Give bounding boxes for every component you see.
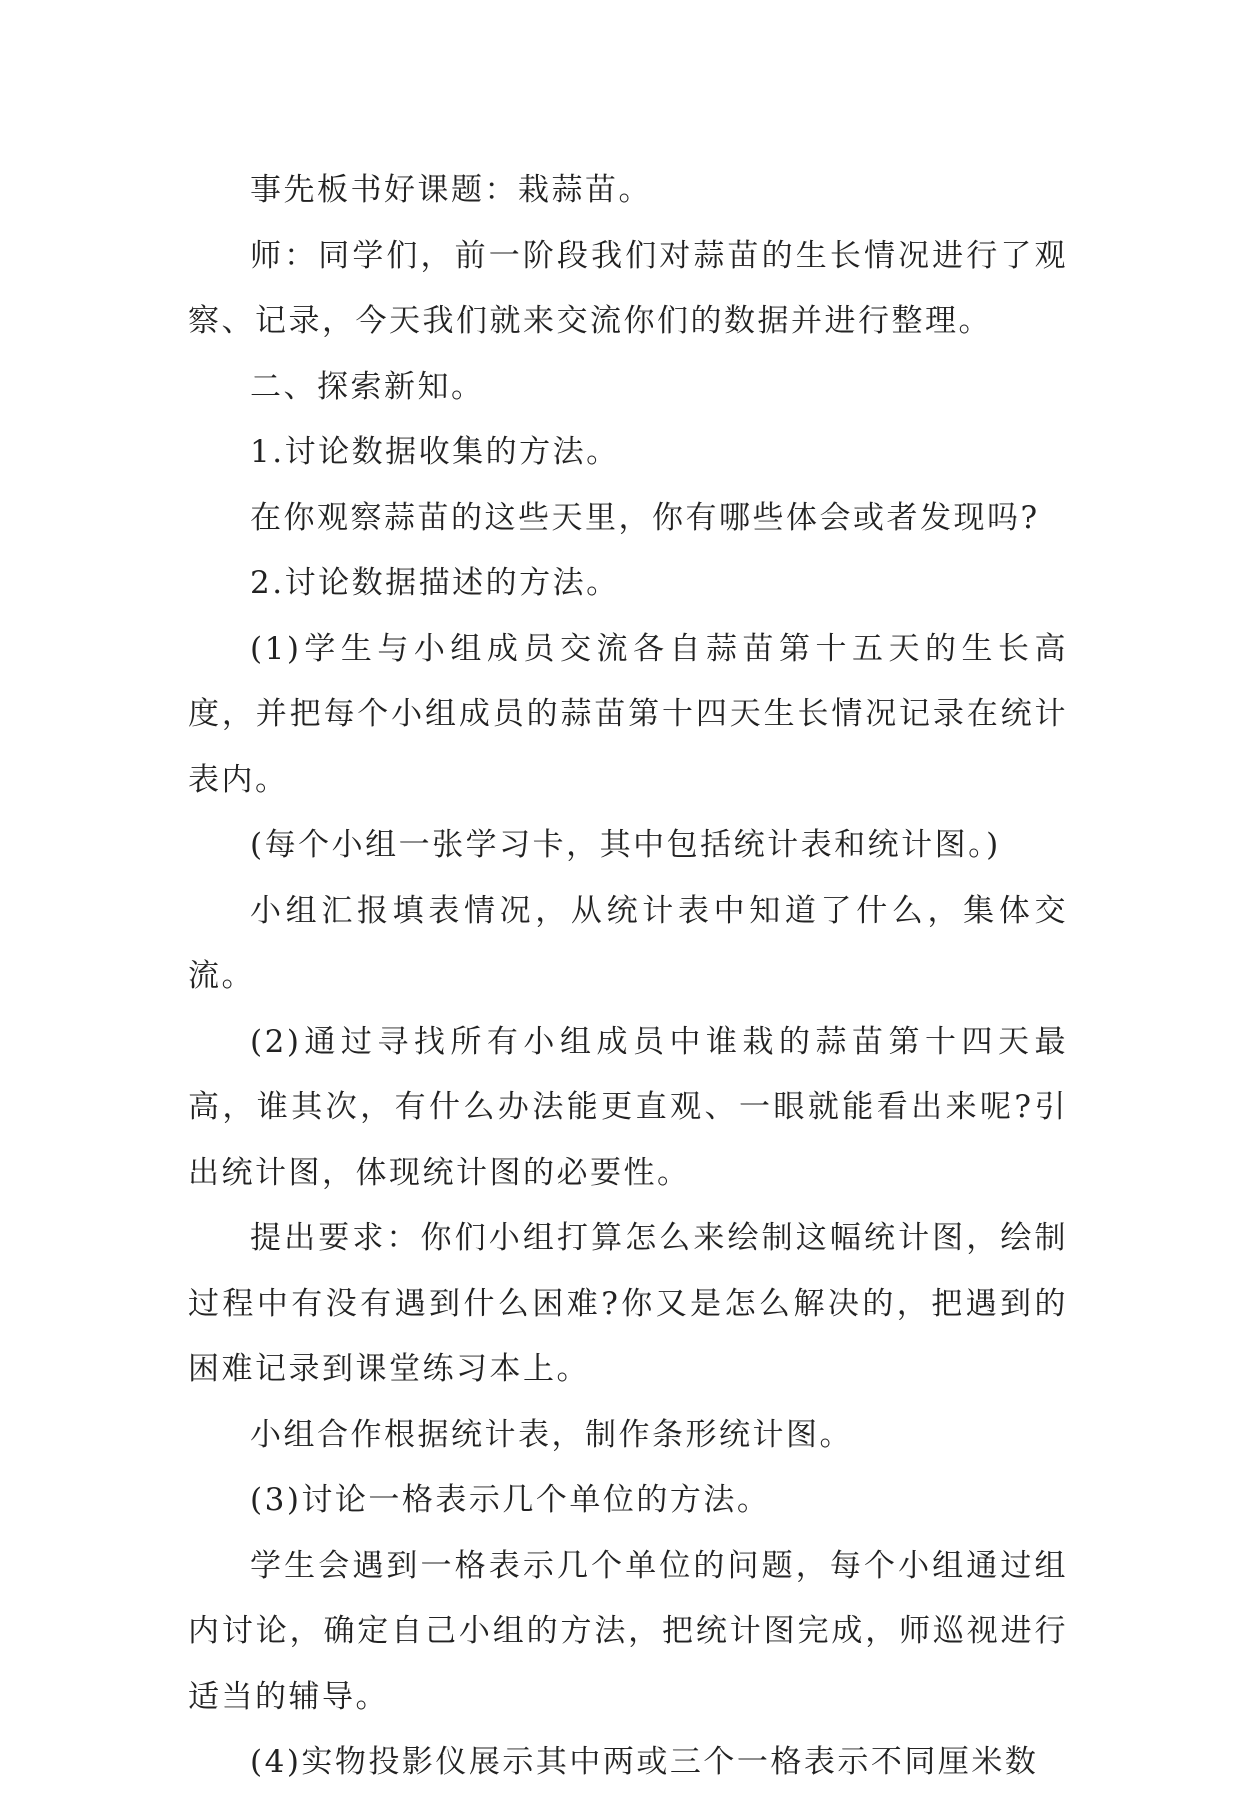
paragraph-item-2: (2)通过寻找所有小组成员中谁栽的蒜苗第十四天最高，谁其次，有什么办法能更直观、一眼就能看出来呢?引出统计图，体现统计图的必要性。 — [188, 1023, 1068, 1191]
section-heading-explore: 二、探索新知。 — [250, 368, 485, 405]
paragraph-lesson-topic: 事先板书好课题：栽蒜苗。 — [250, 172, 652, 208]
paragraph-teacher-intro: 师：同学们，前一阶段我们对蒜苗的生长情况进行了观察、记录，今天我们就来交流你们的数据并进行整理。 — [188, 237, 1068, 339]
paragraph-observation-question: 在你观察蒜苗的这些天里，你有哪些体会或者发现吗? — [250, 499, 1040, 536]
paragraph-item-3: (3)讨论一格表示几个单位的方法。 — [250, 1482, 771, 1518]
paragraph-learning-card-note: (每个小组一张学习卡，其中包括统计表和统计图。) — [250, 827, 1001, 863]
paragraph-requirements: 提出要求：你们小组打算怎么来绘制这幅统计图，绘制过程中有没有遇到什么困难?你又是怎么解决的，把遇到的困难记录到课堂练习本上。 — [188, 1220, 1068, 1387]
step-heading-data-collection: 1.讨论数据收集的方法。 — [250, 434, 620, 470]
paragraph-group-report: 小组汇报填表情况，从统计表中知道了什么，集体交流。 — [188, 892, 1068, 994]
document-body — [188, 158, 1068, 1796]
step-heading-data-description: 2.讨论数据描述的方法。 — [250, 565, 620, 601]
paragraph-group-cooperation: 小组合作根据统计表，制作条形统计图。 — [250, 1416, 853, 1453]
paragraph-item-1: (1)学生与小组成员交流各自蒜苗第十五天的生长高度，并把每个小组成员的蒜苗第十四天生长情况记录在统计表内。 — [188, 630, 1068, 798]
paragraph-unit-discussion: 学生会遇到一格表示几个单位的问题，每个小组通过组内讨论，确定自己小组的方法，把统计图完成，师巡视进行适当的辅导。 — [188, 1547, 1068, 1715]
paragraph-item-4: (4)实物投影仪展示其中两或三个一格表示不同厘米数 — [250, 1744, 1039, 1780]
